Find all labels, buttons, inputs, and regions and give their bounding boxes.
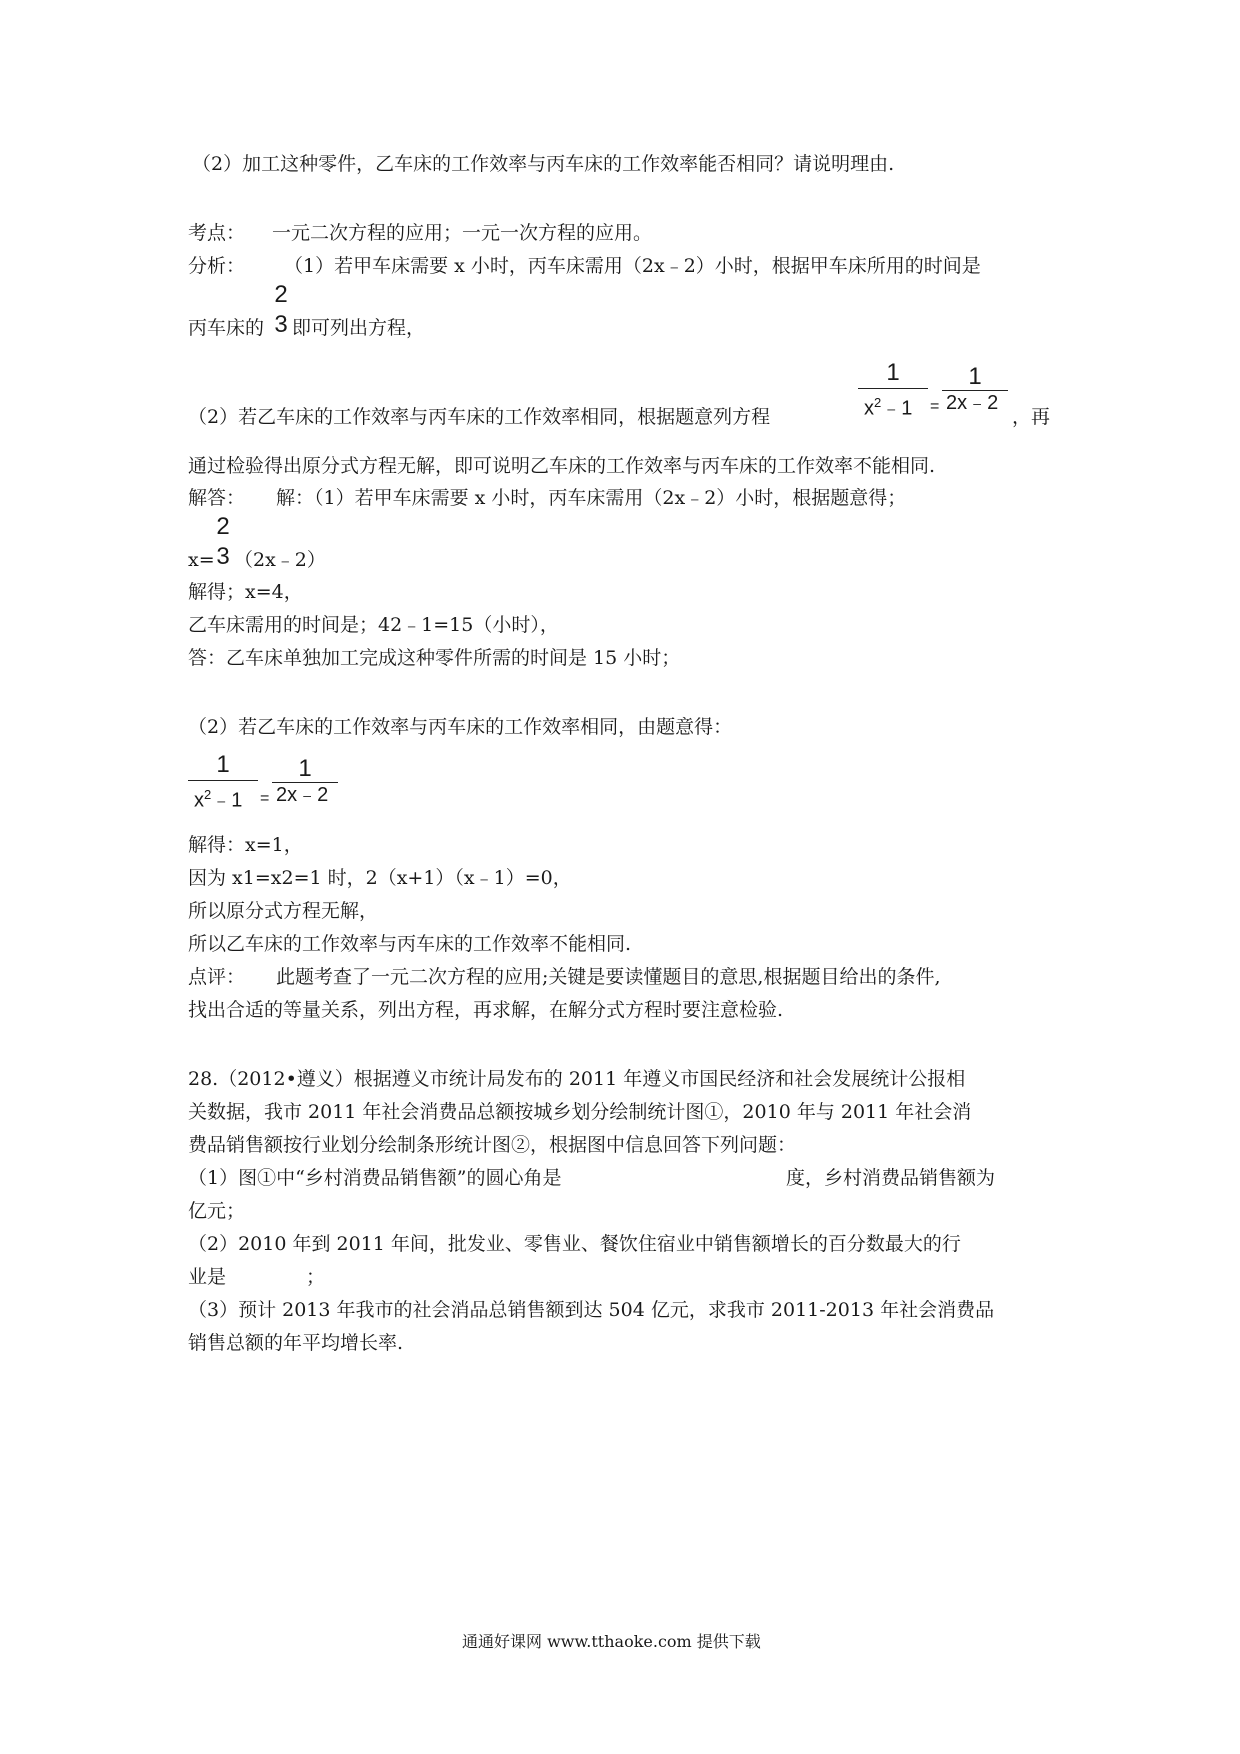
fenxi-label: 分析：	[188, 255, 246, 277]
q28-part2-b: 业是	[188, 1266, 227, 1288]
fenxi-part2-end: ，再	[1012, 406, 1051, 428]
fraction-bar	[858, 388, 928, 389]
check-roots: 因为 x1=x2=1 时，2（x+1）（x﹣1）=0，	[188, 867, 572, 889]
jieda-line1: 解：（1）若甲车床需要 x 小时，丙车床需用（2x﹣2）小时，根据题意得；	[276, 487, 907, 509]
eq-frac2-numerator: 1	[968, 363, 982, 390]
page-footer: 通通好课网 www.tthaoke.com 提供下载	[462, 1632, 761, 1651]
den-base: x	[194, 789, 204, 812]
fraction-numerator: 2	[274, 281, 288, 308]
solve1: 解得；x=4，	[188, 581, 303, 603]
fraction-bar	[272, 782, 338, 783]
dianping-line1: 此题考查了一元二次方程的应用;关键是要读懂题目的意思,根据题目给出的条件,	[276, 966, 941, 988]
q28-part3-b: 销售总额的年平均增长率.	[188, 1332, 404, 1354]
q28-part1-c: 亿元；	[188, 1200, 246, 1222]
eq-frac1-numerator: 1	[886, 359, 900, 386]
den-exponent: 2	[204, 787, 212, 802]
equals-sign: =	[260, 790, 270, 807]
fenxi-part2-text: （2）若乙车床的工作效率与丙车床的工作效率相同，根据题意列方程	[188, 406, 771, 428]
no-solution: 所以原分式方程无解，	[188, 900, 379, 922]
q28-part3-a: （3）预计 2013 年我市的社会消品总销售额到达 504 亿元，求我市 2011-2013 年社会消费品	[188, 1299, 995, 1321]
q28-line2: 关数据，我市 2011 年社会消费品总额按城乡划分绘制统计图①，2010 年与 2011 年社会消	[188, 1101, 972, 1123]
fenxi-line1: （1）若甲车床需要 x 小时，丙车床需用（2x﹣2）小时，根据甲车床所用的时间是	[284, 255, 981, 277]
equals-sign: =	[930, 398, 940, 415]
kaodian-text: 一元二次方程的应用；一元一次方程的应用。	[272, 222, 653, 244]
q28-part1-b: 度，乡村消费品销售额为	[786, 1167, 996, 1189]
eq-frac2-denominator: 2x﹣2	[276, 784, 329, 806]
eq-frac1-denominator	[194, 784, 242, 812]
fraction-bar	[188, 780, 258, 781]
fraction-denominator: 3	[274, 311, 288, 338]
fenxi-line2-prefix: 丙车床的	[188, 317, 265, 339]
eq-frac1-denominator	[864, 392, 912, 420]
eq1-prefix: x=	[188, 549, 215, 571]
answer1: 答：乙车床单独加工完成这种零件所需的时间是 15 小时；	[188, 647, 681, 669]
fenxi-part2-line2: 通过检验得出原分式方程无解，即可说明乙车床的工作效率与丙车床的工作效率不能相同.	[188, 455, 936, 477]
q28-part1-a: （1）图①中“乡村消费品销售额”的圆心角是	[188, 1167, 562, 1189]
den-exponent: 2	[874, 395, 882, 410]
q27-part2-question: （2）加工这种零件，乙车床的工作效率与丙车床的工作效率能否相同？请说明理由.	[192, 153, 895, 175]
eq-frac2-numerator: 1	[298, 755, 312, 782]
fraction-denominator: 3	[216, 543, 230, 570]
fraction-numerator: 2	[216, 513, 230, 540]
q28-part2-a: （2）2010 年到 2011 年间，批发业、零售业、餐饮住宿业中销售额增长的百分数最大的行	[188, 1233, 961, 1255]
fenxi-line2-suffix: 即可列出方程，	[292, 317, 426, 339]
q28-line3: 费品销售额按行业划分绘制条形统计图②，根据图中信息回答下列问题：	[188, 1134, 797, 1156]
part2-solution-intro: （2）若乙车床的工作效率与丙车床的工作效率相同，由题意得：	[188, 716, 733, 738]
den-rest: ﹣1	[211, 789, 243, 812]
eq-frac2-denominator: 2x﹣2	[946, 392, 999, 414]
den-base: x	[864, 397, 874, 420]
kaodian-label: 考点：	[188, 222, 246, 244]
q28-line1: 28.（2012•遵义）根据遵义市统计局发布的 2011 年遵义市国民经济和社会发展统计公报相	[188, 1068, 966, 1090]
yi-time: 乙车床需用的时间是；42﹣1=15（小时），	[188, 614, 559, 636]
dianping-line2: 找出合适的等量关系，列出方程，再求解，在解分式方程时要注意检验.	[188, 999, 784, 1021]
den-rest: ﹣1	[881, 397, 913, 420]
conclusion: 所以乙车床的工作效率与丙车床的工作效率不能相同.	[188, 933, 632, 955]
dianping-label: 点评：	[188, 966, 246, 988]
eq-frac1-numerator: 1	[216, 751, 230, 778]
solve2: 解得：x=1，	[188, 834, 303, 856]
q28-part2-c: ；	[306, 1266, 326, 1288]
eq1-suffix: （2x﹣2）	[234, 549, 326, 571]
jieda-label: 解答：	[188, 487, 246, 509]
fraction-bar	[942, 390, 1008, 391]
